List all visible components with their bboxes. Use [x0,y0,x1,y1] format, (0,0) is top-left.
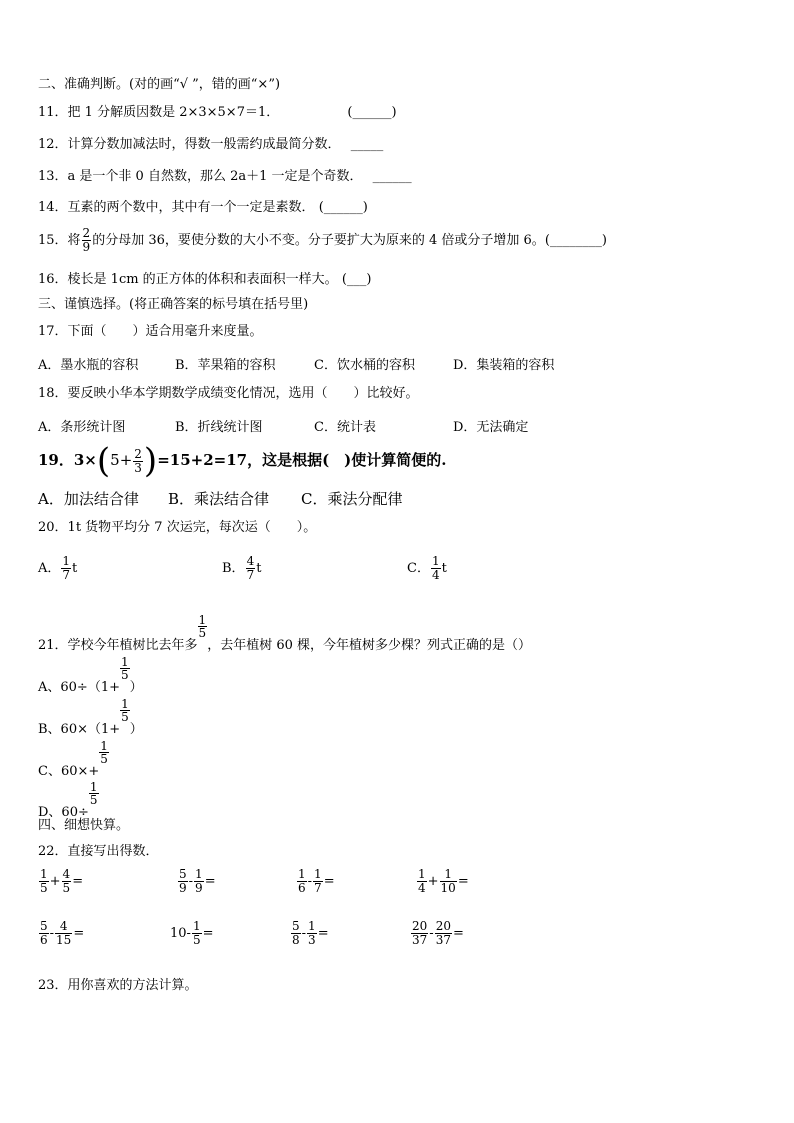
question-13 [38,168,412,186]
option-unit: t [72,561,78,576]
question-13-text: 13．a 是一个非 0 自然数，那么 2a＋1 一定是个奇数． [38,169,363,184]
fraction [39,920,49,947]
question-17-option-d[interactable]: D．集装箱的容积 [453,358,555,373]
equals-sign: = [323,874,335,889]
section-3-title: 三、谨慎选择。(将正确答案的标号填在括号里) [38,297,309,312]
question-15-fraction [82,227,92,254]
fraction [313,868,323,895]
fraction-denominator: 5 [40,881,48,895]
question-15-text: 的分母加 36，要使分数的大小不变。分子要扩大为原来的 4 倍或分子增加 6。 [92,233,545,248]
question-17-option-b[interactable]: B．苹果箱的容积 [175,358,276,373]
operator: + [427,874,439,889]
section-2-title: 二、准确判断。(对的画“√ ”，错的画“×”) [38,77,281,92]
question-14-answer-blank[interactable]: (______) [318,200,368,215]
question-11-answer-blank[interactable]: (______) [347,105,397,120]
question-21-fraction [198,614,208,639]
question-20-option-a[interactable] [38,555,77,582]
question-15-prefix: 15．将 [38,233,81,248]
fraction-numerator: 1 [314,867,322,881]
calc-item-2[interactable] [177,868,216,895]
question-21-option-c[interactable] [38,739,109,779]
question-17: 17．下面（ ）适合用毫升来度量。 [38,324,263,339]
fraction-numerator: 1 [192,919,201,933]
question-12 [38,136,383,154]
question-17-option-a[interactable]: A．墨水瓶的容积 [38,358,139,373]
equals-sign: = [317,926,329,941]
fraction-denominator: 9 [195,881,203,895]
fraction [194,868,204,895]
fraction [411,920,428,947]
calc-item-3[interactable] [296,868,335,895]
calc-item-5[interactable] [38,920,84,947]
fraction-numerator: 1 [100,739,108,753]
option-expression: D、60÷ [38,805,89,820]
calc-item-4[interactable] [416,868,469,895]
option-expression: C、60×+ [38,764,100,779]
question-18: 18．要反映小华本学期数学成绩变化情况，选用（ ）比较好。 [38,386,419,401]
question-14 [38,199,368,217]
fraction-numerator: 1 [418,867,426,881]
equals-sign: = [73,926,85,941]
option-fraction [246,555,256,582]
question-16 [38,271,371,289]
option-fraction [61,555,71,582]
question-19-inner: 5+ [110,451,133,469]
fraction [178,868,188,895]
fraction [417,868,427,895]
operator: + [49,874,61,889]
fraction-numerator: 4 [246,554,255,568]
fraction-denominator: 37 [412,933,428,947]
question-16-text: 16．棱长是 1cm 的正方体的体积和表面积一样大。 [38,272,338,287]
fraction-denominator: 7 [246,568,255,582]
fraction-numerator: 1 [198,613,207,627]
question-21 [38,613,531,655]
fraction-numerator: 20 [412,919,428,933]
question-12-answer-blank[interactable]: _____ [350,137,384,152]
fraction-denominator: 5 [198,626,207,640]
question-19-fraction [133,448,143,475]
option-expression: B、60×（1+ [38,722,121,737]
operator: - [188,874,194,889]
option-unit: t [256,561,262,576]
fraction-denominator: 10 [440,881,456,895]
fraction [297,868,307,895]
fraction-numerator: 1 [440,868,457,882]
option-fraction [99,740,109,765]
question-15 [38,226,607,256]
question-21-option-d[interactable] [38,780,99,820]
question-20-option-c[interactable] [407,555,447,582]
option-unit: t [441,561,447,576]
fraction-denominator: 4 [418,881,426,895]
fraction-denominator: 37 [435,933,451,947]
option-label: B． [222,561,245,576]
question-19 [38,441,447,479]
fraction-denominator: 5 [89,793,98,807]
question-21-prefix: 21．学校今年植树比去年多 [38,638,198,653]
fraction-denominator: 6 [298,881,306,895]
fraction-numerator: 2 [82,226,91,240]
equals-sign: = [202,926,214,941]
fraction [307,920,317,947]
question-18-option-a[interactable]: A．条形统计图 [38,420,126,435]
fraction-numerator: 1 [298,867,306,881]
operator: - [429,926,434,941]
question-19-option-c[interactable]: C．乘法分配律 [301,490,403,508]
fraction-denominator: 5 [121,710,129,724]
equals-sign: = [457,874,469,889]
fraction-denominator: 4 [431,568,440,582]
question-15-answer-blank[interactable]: (________) [544,233,607,248]
question-21-option-b[interactable] [38,697,143,737]
fraction-denominator: 5 [192,933,201,947]
option-expression-end: ） [129,722,143,737]
fraction-numerator: 1 [40,867,48,881]
fraction [62,868,72,895]
question-19-prefix: 19．3× [38,451,97,469]
question-19-text: =15+2=17，这是根据( )使计算简便的. [157,451,447,469]
option-fraction [89,781,99,806]
equals-sign: = [452,926,464,941]
fraction [39,868,49,895]
operator: - [307,874,313,889]
question-16-answer-blank[interactable]: (___) [341,272,372,287]
question-20: 20．1t 货物平均分 7 次运完，每次运（ ）。 [38,520,317,535]
fraction [192,920,202,947]
question-23: 23．用你喜欢的方法计算。 [38,978,198,993]
question-12-text: 12．计算分数加减法时，得数一般需约成最简分数． [38,137,341,152]
calc-item-6[interactable] [170,920,213,947]
fraction [440,868,457,895]
fraction-numerator: 1 [121,697,129,711]
question-21-option-a[interactable] [38,655,143,695]
fraction [435,920,452,947]
fraction-numerator: 1 [89,780,98,794]
fraction-numerator: 4 [62,867,71,881]
fraction-numerator: 1 [62,554,71,568]
question-21-text: ，去年植树 60 棵，今年植树多少棵？列式正确的是（） [207,638,531,653]
option-fraction [120,656,130,681]
fraction [55,920,72,947]
fraction-denominator: 5 [121,668,129,682]
fraction-denominator: 9 [82,240,91,254]
fraction-numerator: 1 [308,919,316,933]
question-18-option-c[interactable]: C．统计表 [314,420,376,435]
question-18-option-b[interactable]: B．折线统计图 [175,420,263,435]
fraction-numerator: 5 [40,919,48,933]
question-14-text: 14．互素的两个数中，其中有一个一定是素数． [38,200,315,215]
fraction-denominator: 9 [179,881,187,895]
option-label: C． [407,561,430,576]
equals-sign: = [204,874,216,889]
left-paren-glyph: ( [96,441,111,481]
question-20-option-b[interactable] [222,555,261,582]
fraction-numerator: 1 [195,867,203,881]
fraction-numerator: 2 [134,446,142,461]
fraction-numerator: 1 [431,554,440,568]
operator: 10- [170,926,191,941]
question-11-text: 11．把 1 分解质因数是 2×3×5×7＝1． [38,105,280,120]
question-22: 22．直接写出得数． [38,844,159,859]
calc-item-8[interactable] [410,920,464,947]
question-11 [38,104,397,122]
fraction-numerator: 5 [179,867,187,881]
question-19-option-a[interactable]: A．加法结合律 [38,490,139,508]
calc-item-7[interactable] [290,920,329,947]
question-19-option-b[interactable]: B．乘法结合律 [168,490,270,508]
section-4-title: 四、细想快算。 [38,818,130,833]
operator: - [49,926,55,941]
question-18-option-d[interactable]: D．无法确定 [453,420,529,435]
fraction-denominator: 5 [62,881,71,895]
fraction-denominator: 8 [292,933,300,947]
fraction-denominator: 3 [134,460,142,475]
equals-sign: = [72,874,84,889]
calc-item-1[interactable] [38,868,83,895]
question-13-answer-blank[interactable]: ______ [372,169,412,184]
option-expression-end: ） [129,680,143,695]
operator: - [301,926,307,941]
question-17-option-c[interactable]: C．饮水桶的容积 [314,358,415,373]
fraction-numerator: 1 [121,655,129,669]
fraction-denominator: 7 [62,568,71,582]
fraction-denominator: 3 [308,933,316,947]
option-expression: A、60÷（1+ [38,680,120,695]
fraction-numerator: 4 [55,920,72,934]
fraction-numerator: 20 [435,919,451,933]
right-paren-glyph: ) [143,441,158,481]
option-fraction [431,555,441,582]
fraction-denominator: 5 [100,752,108,766]
fraction-numerator: 5 [292,919,300,933]
option-fraction [120,698,130,723]
option-label: A． [38,561,61,576]
fraction [291,920,301,947]
fraction-denominator: 6 [40,933,48,947]
fraction-denominator: 7 [314,881,322,895]
fraction-denominator: 15 [56,933,72,947]
